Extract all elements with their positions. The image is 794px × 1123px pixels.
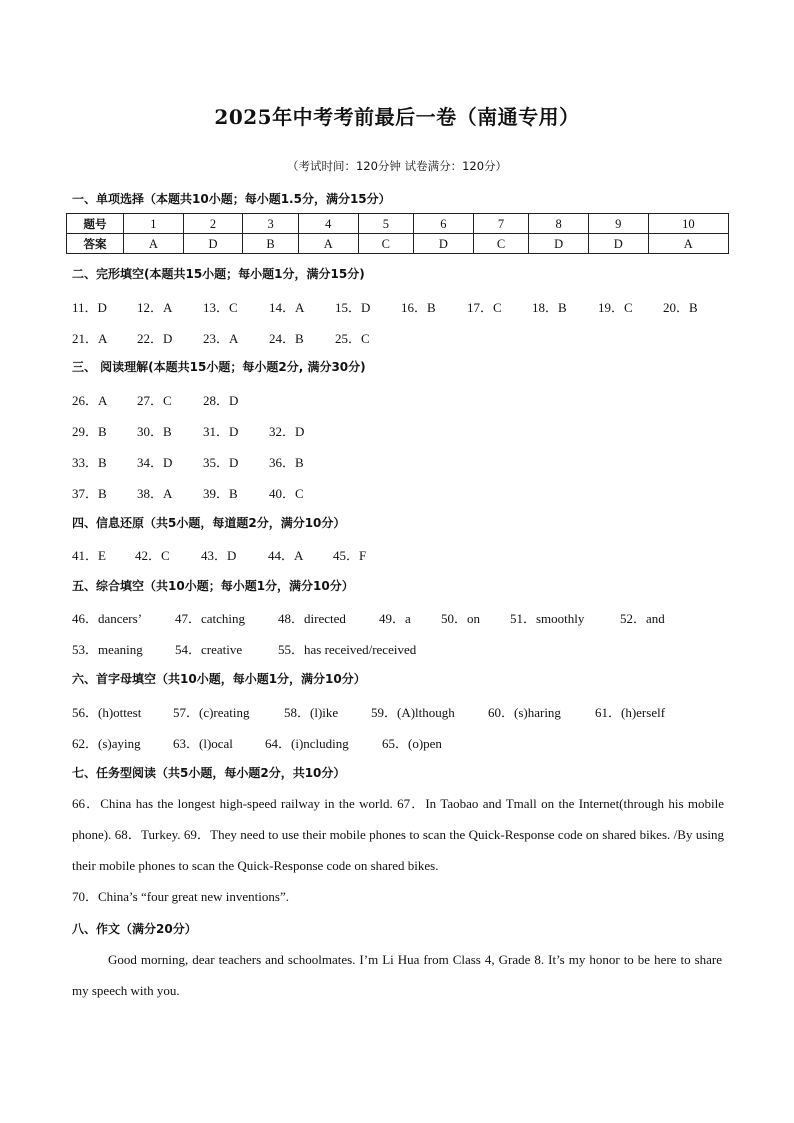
- section-heading-single-choice: 一、单项选择（本题共10小题；每小题1.5分，满分15分）: [72, 192, 391, 206]
- answer-item: 27．C: [137, 393, 172, 408]
- answer-item: 57．(c)reating: [173, 705, 250, 720]
- exam-info: （考试时间：120分钟 试卷满分：120分）: [286, 159, 508, 173]
- answer-item: 38．A: [137, 486, 173, 501]
- task-answer-paragraph-1: 66．China has the longest high-speed railway in the world. 67．In Taobao and Tmall on the Internet(through his mobile phone). 68．Turkey. 69．They need to use their mobile phones to scan the Quick-Response code on shared bikes. /By using their mobile phones to scan the Quick-Response code on shared bikes.: [72, 796, 724, 873]
- table-cell-answer: D: [529, 234, 589, 254]
- answer-item: 58．(l)ike: [284, 705, 339, 720]
- answer-item: 11．D: [72, 300, 107, 315]
- answer-item: 33．B: [72, 455, 107, 470]
- answer-item: 21．A: [72, 331, 108, 346]
- task-reading-answers: [72, 788, 724, 912]
- table-cell-number: 4: [298, 214, 358, 234]
- essay-paragraph-1: Good morning, dear teachers and schoolmates. I’m Li Hua from Class 4, Grade 8. It’s my honor to be here to share my speech with you.: [72, 952, 722, 998]
- table-row-answers: [67, 234, 729, 254]
- answer-item: 45．F: [333, 548, 367, 563]
- answer-item: 34．D: [137, 455, 173, 470]
- table-cell-number: 7: [473, 214, 529, 234]
- answer-item: 15．D: [335, 300, 371, 315]
- table-cell-number: 6: [414, 214, 474, 234]
- answer-item: 65．(o)pen: [382, 736, 442, 751]
- answer-item: 61．(h)erself: [595, 705, 666, 720]
- answer-item: 28．D: [203, 393, 239, 408]
- table-cell-answer: C: [358, 234, 414, 254]
- answer-item: 48．directed: [278, 611, 346, 626]
- section-heading-task-reading: 七、任务型阅读（共5小题，每小题2分，共10分）: [72, 766, 346, 780]
- table-cell-number: 10: [648, 214, 728, 234]
- answer-item: 44．A: [268, 548, 304, 563]
- table-cell-answer: B: [243, 234, 299, 254]
- section-heading-reading: 三、 阅读理解(本题共15小题；每小题2分, 满分30分): [72, 360, 366, 374]
- answer-item: 63．(l)ocal: [173, 736, 233, 751]
- single-choice-answer-table: [66, 213, 729, 254]
- table-cell-number: 1: [124, 214, 184, 234]
- answer-item: 53．meaning: [72, 642, 143, 657]
- task-answer-paragraph-2: 70．China’s “four great new inventions”.: [72, 889, 289, 904]
- answer-item: 18．B: [532, 300, 567, 315]
- answer-item: 31．D: [203, 424, 239, 439]
- table-cell-number: 3: [243, 214, 299, 234]
- table-cell-answer: A: [648, 234, 728, 254]
- table-cell-answer: D: [414, 234, 474, 254]
- answer-item: 59．(A)lthough: [371, 705, 455, 720]
- answer-item: 25．C: [335, 331, 370, 346]
- answer-item: 12．A: [137, 300, 173, 315]
- answer-item: 46．dancers’: [72, 611, 143, 626]
- answer-item: 41．E: [72, 548, 106, 563]
- answer-item: 16．B: [401, 300, 436, 315]
- answer-item: 26．A: [72, 393, 108, 408]
- answer-item: 13．C: [203, 300, 238, 315]
- answer-item: 23．A: [203, 331, 239, 346]
- page-title: 2025年中考考前最后一卷（南通专用）: [214, 105, 580, 129]
- table-cell-number: 5: [358, 214, 414, 234]
- answer-item: 29．B: [72, 424, 107, 439]
- answer-item: 42．C: [135, 548, 170, 563]
- answer-item: 22．D: [137, 331, 173, 346]
- table-cell-number: 8: [529, 214, 589, 234]
- answer-item: 37．B: [72, 486, 107, 501]
- answer-item: 35．D: [203, 455, 239, 470]
- section-heading-cloze: 二、完形填空(本题共15小题；每小题1分，满分15分): [72, 267, 365, 281]
- answer-item: 32．D: [269, 424, 305, 439]
- answer-item: 19．C: [598, 300, 633, 315]
- answer-item: 20．B: [663, 300, 698, 315]
- answer-item: 56．(h)ottest: [72, 705, 142, 720]
- section-heading-info-restore: 四、信息还原（共5小题，每道题2分，满分10分）: [72, 516, 346, 530]
- answer-item: 52．and: [620, 611, 665, 626]
- table-cell-number: 9: [588, 214, 648, 234]
- table-row-numbers: [67, 214, 729, 234]
- answer-item: 17．C: [467, 300, 502, 315]
- answer-item: 62．(s)aying: [72, 736, 141, 751]
- answer-item: 55．has received/received: [278, 642, 417, 657]
- answer-item: 30．B: [137, 424, 172, 439]
- answer-item: 36．B: [269, 455, 304, 470]
- section-heading-comprehensive-fill: 五、综合填空（共10小题；每小题1分，满分10分）: [72, 579, 354, 593]
- essay-sample: [72, 944, 722, 1006]
- answer-item: 24．B: [269, 331, 304, 346]
- answer-item: 54．creative: [175, 642, 243, 657]
- table-cell-answer: C: [473, 234, 529, 254]
- answer-item: 50．on: [441, 611, 481, 626]
- answer-item: 39．B: [203, 486, 238, 501]
- table-cell-answer: A: [124, 234, 184, 254]
- table-cell-number: 2: [183, 214, 243, 234]
- table-header-answer: 答案: [67, 234, 124, 254]
- answer-item: 49．a: [379, 611, 411, 626]
- answer-item: 40．C: [269, 486, 304, 501]
- table-cell-answer: D: [183, 234, 243, 254]
- table-header-number: 题号: [67, 214, 124, 234]
- table-cell-answer: D: [588, 234, 648, 254]
- answer-item: 60．(s)haring: [488, 705, 561, 720]
- answer-item: 47．catching: [175, 611, 246, 626]
- section-heading-initial-letter: 六、首字母填空（共10小题，每小题1分，满分10分）: [72, 672, 366, 686]
- answer-item: 64．(i)ncluding: [265, 736, 349, 751]
- answer-item: 51．smoothly: [510, 611, 585, 626]
- answer-item: 14．A: [269, 300, 305, 315]
- answer-item: 43．D: [201, 548, 237, 563]
- table-cell-answer: A: [298, 234, 358, 254]
- section-heading-essay: 八、作文（满分20分）: [72, 922, 197, 936]
